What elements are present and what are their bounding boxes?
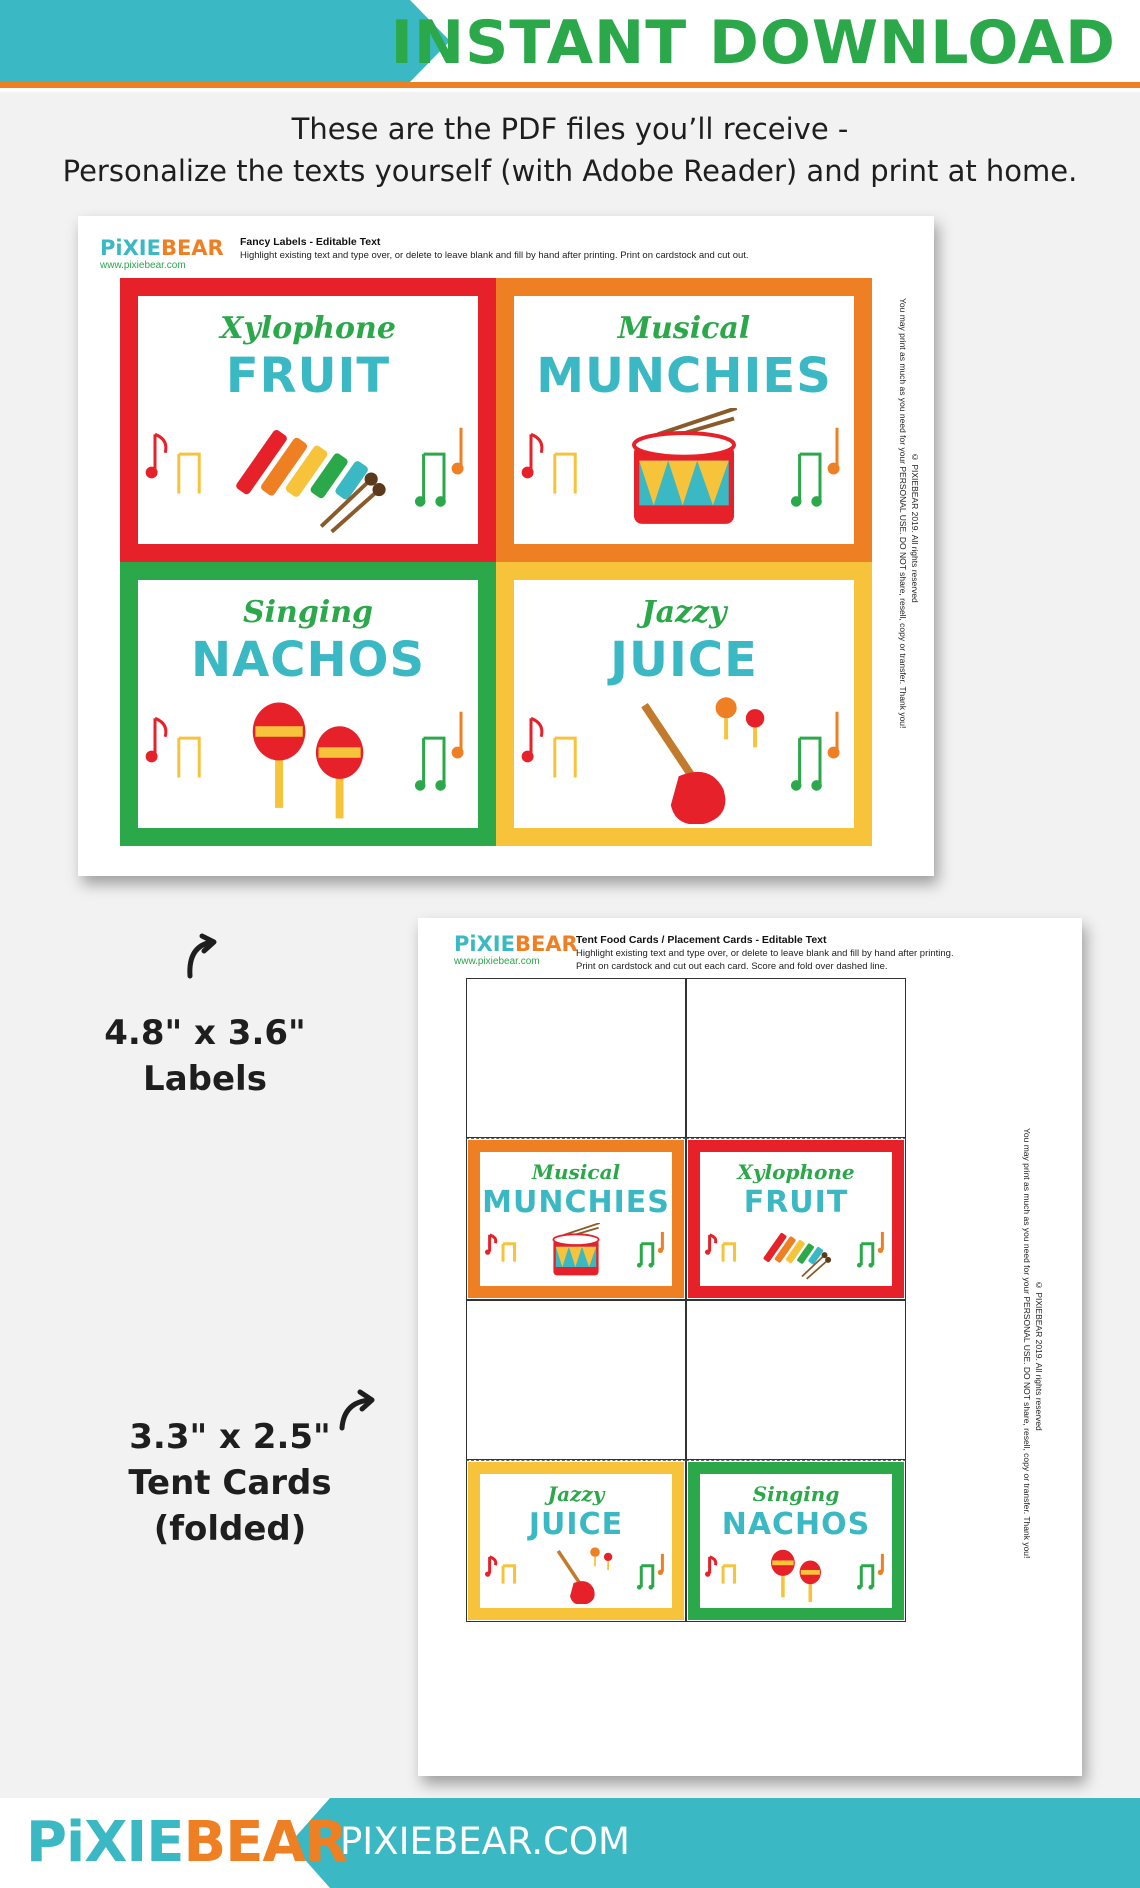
label-script-text: Xylophone bbox=[737, 1160, 855, 1185]
label-card bbox=[496, 278, 872, 562]
music-note-icon bbox=[637, 1565, 653, 1589]
tent-cards-sheet-preview bbox=[418, 918, 1082, 1776]
label-card-body bbox=[700, 1474, 892, 1608]
guitar-icon bbox=[480, 1545, 672, 1604]
label-card-body bbox=[514, 296, 854, 544]
music-note-icon bbox=[179, 738, 199, 777]
drum-icon bbox=[480, 1223, 672, 1282]
music-note-icon bbox=[878, 1231, 883, 1252]
xylophone-icon bbox=[138, 408, 478, 540]
maracas-icon bbox=[771, 1549, 821, 1601]
label-card bbox=[688, 1462, 904, 1620]
label-title-text: NACHOS bbox=[190, 632, 426, 689]
music-note-icon bbox=[452, 712, 464, 759]
label-card bbox=[468, 1462, 684, 1620]
music-note-icon bbox=[791, 454, 822, 507]
label-script-text: Jazzy bbox=[547, 1482, 605, 1507]
sheet-instructions: Highlight existing text and type over, or delete to leave blank and fill by hand after printing. Print on cardstock and cut out. bbox=[240, 250, 749, 261]
label-card-body bbox=[138, 296, 478, 544]
xylophone-icon bbox=[700, 1223, 892, 1282]
label-card-body bbox=[480, 1152, 672, 1286]
sheet-logo: PiXIEBEAR bbox=[100, 236, 224, 260]
label-title-text: NACHOS bbox=[721, 1507, 871, 1543]
music-note-icon bbox=[146, 719, 166, 763]
sheet-logo-url: www.pixiebear.com bbox=[100, 260, 186, 271]
label-card-body bbox=[700, 1152, 892, 1286]
footer-logo[interactable]: PiXIEBEAR bbox=[26, 1810, 347, 1875]
label-title-text: JUICE bbox=[610, 632, 758, 689]
music-note-icon bbox=[723, 1565, 735, 1583]
labels-sheet-preview bbox=[78, 216, 934, 876]
maracas-icon bbox=[700, 1545, 892, 1604]
label-card-body bbox=[138, 580, 478, 828]
label-card bbox=[496, 562, 872, 846]
music-note-icon bbox=[415, 738, 446, 791]
tent-card-blank-half bbox=[466, 978, 686, 1138]
curved-arrow-icon bbox=[336, 1386, 380, 1432]
sheet-copyright: © PIXIEBEAR 2019. All rights reserved bbox=[1034, 1280, 1044, 1431]
music-note-icon bbox=[179, 454, 199, 493]
header-banner bbox=[0, 0, 1140, 92]
header-teal-arrow bbox=[0, 0, 450, 82]
label-title-text: FRUIT bbox=[225, 348, 391, 405]
tent-card-blank-half bbox=[466, 1300, 686, 1460]
sheet-logo-url: www.pixiebear.com bbox=[454, 956, 540, 967]
sheet-side-note: You may print as much as you need for your PERSONAL USE. DO NOT share, resell, copy or transfer. Thank you! bbox=[898, 298, 908, 729]
maracas-icon bbox=[253, 703, 364, 819]
label-title-text: FRUIT bbox=[743, 1185, 849, 1221]
label-script-text: Musical bbox=[531, 1160, 621, 1185]
footer-url-link[interactable]: PIXIEBEAR.COM bbox=[340, 1820, 630, 1863]
music-note-icon bbox=[828, 428, 840, 475]
music-note-icon bbox=[415, 454, 446, 507]
guitar-icon bbox=[645, 698, 765, 824]
music-note-icon bbox=[503, 1243, 515, 1261]
guitar-icon bbox=[514, 692, 854, 824]
label-title-text: MUNCHIES bbox=[482, 1185, 670, 1221]
sheet-side-note: You may print as much as you need for your PERSONAL USE. DO NOT share, resell, copy or transfer. Thank you! bbox=[1022, 1128, 1032, 1559]
label-card-body bbox=[480, 1474, 672, 1608]
maracas-icon bbox=[138, 692, 478, 824]
music-note-icon bbox=[791, 738, 822, 791]
label-card bbox=[468, 1140, 684, 1298]
tent-card-blank-half bbox=[686, 1300, 906, 1460]
sheet-copyright: © PIXIEBEAR 2019. All rights reserved bbox=[910, 452, 920, 603]
label-script-text: Xylophone bbox=[220, 310, 396, 346]
music-note-icon bbox=[723, 1243, 735, 1261]
music-note-icon bbox=[658, 1231, 663, 1252]
music-note-icon bbox=[705, 1556, 716, 1576]
guitar-icon bbox=[558, 1547, 612, 1604]
tents-size-caption: 3.3" x 2.5" Tent Cards (folded) bbox=[128, 1417, 332, 1549]
label-script-text: Musical bbox=[617, 310, 751, 346]
tent-card-blank-half bbox=[686, 978, 906, 1138]
drum-icon bbox=[553, 1223, 599, 1275]
music-note-icon bbox=[503, 1565, 515, 1583]
header-divider bbox=[0, 82, 1140, 88]
music-note-icon bbox=[555, 738, 575, 777]
header-title: INSTANT DOWNLOAD bbox=[390, 8, 1116, 78]
music-note-icon bbox=[857, 1565, 873, 1589]
label-card bbox=[120, 278, 496, 562]
label-script-text: Singing bbox=[752, 1482, 840, 1507]
intro-line-2: Personalize the texts yourself (with Adobe Reader) and print at home. bbox=[62, 154, 1078, 188]
label-title-text: MUNCHIES bbox=[536, 348, 832, 405]
music-note-icon bbox=[705, 1234, 716, 1254]
drum-icon bbox=[514, 408, 854, 540]
label-card bbox=[120, 562, 496, 846]
footer-banner bbox=[0, 1798, 1140, 1888]
music-note-icon bbox=[522, 719, 542, 763]
label-card-body bbox=[514, 580, 854, 828]
music-note-icon bbox=[485, 1556, 496, 1576]
music-note-icon bbox=[878, 1553, 883, 1574]
intro-text bbox=[0, 108, 1140, 192]
xylophone-icon bbox=[235, 429, 386, 532]
music-note-icon bbox=[658, 1553, 663, 1574]
music-note-icon bbox=[452, 428, 464, 475]
sheet-title: Fancy Labels - Editable Text bbox=[240, 236, 381, 248]
label-title-text: JUICE bbox=[528, 1507, 624, 1543]
label-script-text: Singing bbox=[242, 594, 374, 630]
music-note-icon bbox=[485, 1234, 496, 1254]
music-note-icon bbox=[522, 435, 542, 479]
drum-icon bbox=[634, 408, 737, 524]
sheet-instructions: Highlight existing text and type over, or delete to leave blank and fill by hand after printing. Print on cardstock and cut out each card. Score and fold over dashed line. bbox=[576, 948, 954, 972]
sheet-logo: PiXIEBEAR bbox=[454, 932, 578, 956]
label-script-text: Jazzy bbox=[641, 594, 727, 630]
curved-arrow-icon bbox=[182, 932, 222, 980]
music-note-icon bbox=[857, 1243, 873, 1267]
xylophone-icon bbox=[763, 1232, 831, 1279]
labels-size-caption: 4.8" x 3.6" Labels bbox=[104, 1013, 306, 1099]
music-note-icon bbox=[146, 435, 166, 479]
sheet-title: Tent Food Cards / Placement Cards - Editable Text bbox=[576, 934, 827, 946]
label-card bbox=[688, 1140, 904, 1298]
music-note-icon bbox=[555, 454, 575, 493]
music-note-icon bbox=[828, 712, 840, 759]
music-note-icon bbox=[637, 1243, 653, 1267]
intro-line-1: These are the PDF files you’ll receive - bbox=[291, 112, 849, 146]
